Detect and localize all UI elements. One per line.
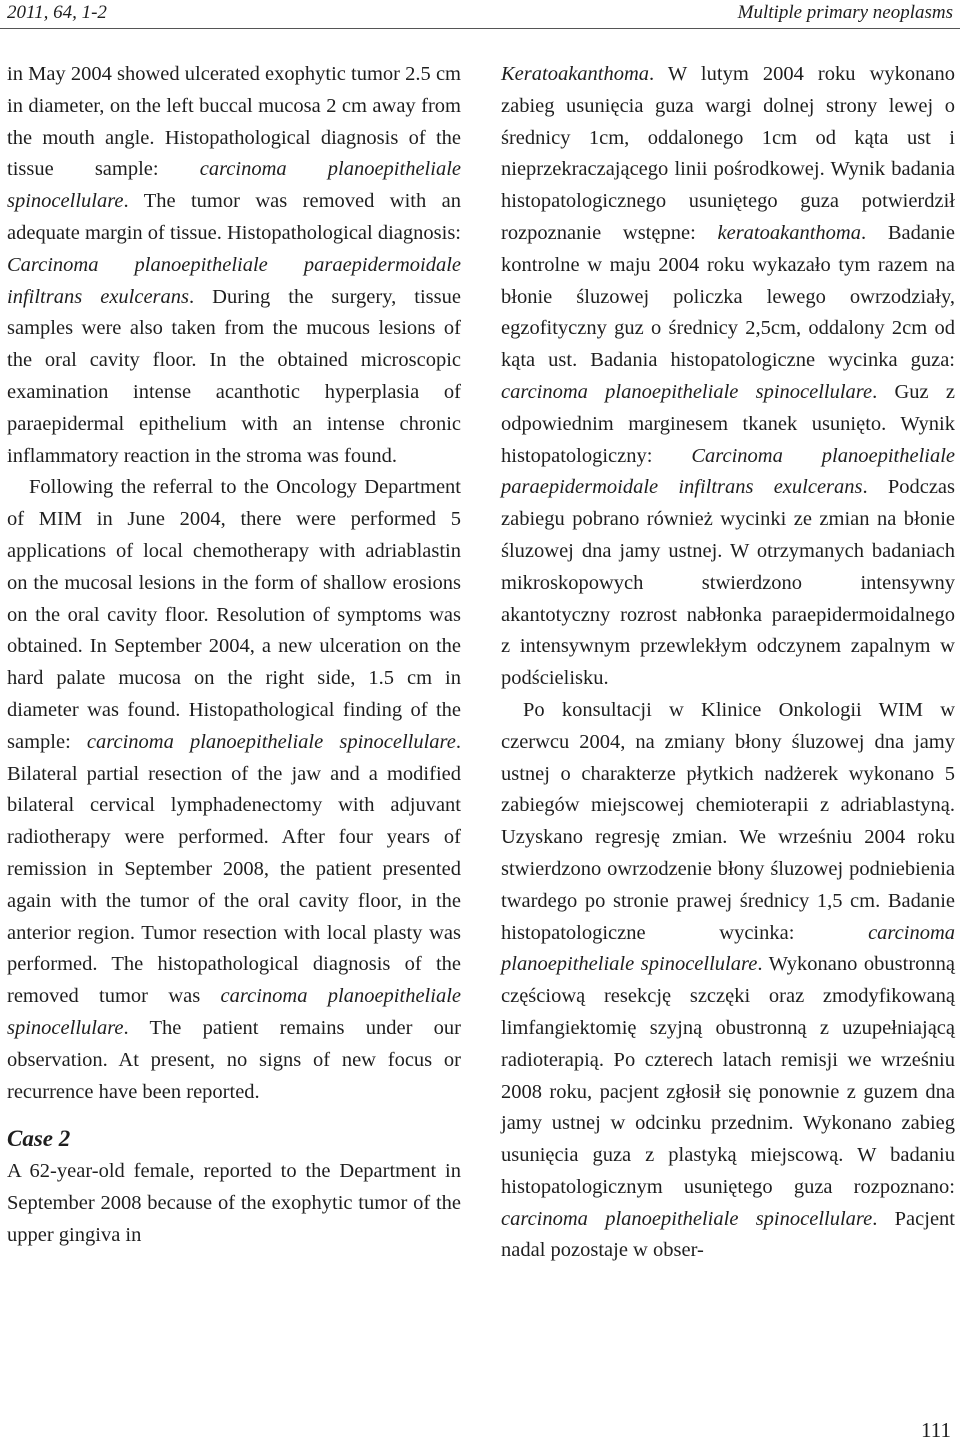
left-column-english: [7, 59, 461, 1252]
text-span: Following the referral to the Oncology Department of MIM in June 2004, there were performed 5 applications of local chemotherapy with adriablastin on the mucosal lesions in the form of shallow erosions on the oral cavity floor. Resolution of symptoms was obtained. In September 2004, a new ulceration on the hard palate mucosa on the right side, 1.5 cm in diameter was found. Histopathological finding of the sample:: [7, 476, 461, 753]
diagnosis-term: carcinoma planoepitheliale spinocellulare: [501, 380, 873, 403]
text-span: . Pacjent nadal pozostaje w obser-: [501, 1207, 955, 1262]
header-rule: [0, 28, 960, 29]
section-heading-case-2: Case 2: [7, 1126, 71, 1152]
right-column-polish: [501, 59, 955, 1267]
journal-volume: 2011, 64, 1-2: [7, 2, 107, 23]
paragraph: [501, 59, 955, 695]
text-span: . Badanie kontrolne w maju 2004 roku wykazało tym razem na błonie śluzowej policzka lewego owrzodziały, egzofityczny guz o średnicy 2,5cm, oddalony 2cm od kąta ust. Badania histopatologiczne wycinka guza:: [501, 221, 955, 372]
text-span: . The patient remains under our observation. At present, no signs of new focus or recurrence have been reported.: [7, 1016, 461, 1103]
diagnosis-term: Keratoakanthoma: [501, 63, 650, 85]
diagnosis-term: carcinoma planoepitheliale spinocellulare: [7, 158, 461, 213]
diagnosis-term: carcinoma planoepitheliale spinocellulare: [501, 921, 955, 976]
running-header: [0, 0, 960, 30]
text-span: in May 2004 showed ulcerated exophytic tumor 2.5 cm in diameter, on the left buccal mucosa 2 cm away from the mouth angle. Histopathological diagnosis of the tissue sample:: [7, 63, 461, 181]
diagnosis-term: carcinoma planoepitheliale spinocellulare: [86, 730, 456, 753]
paragraph: A 62-year-old female, reported to the Department in September 2008 because of the exophytic tumor of the upper gingiva in: [7, 1160, 461, 1246]
text-span: . Bilateral partial resection of the jaw and a modified bilateral cervical lymphadenectomy with adjuvant radiotherapy were performed. After four years of remission in September 2008, the patient presented again with the tumor of the oral cavity floor, in the anterior region. Tumor resection with local plasty was performed. The histopathological diagnosis of the removed tumor was: [7, 730, 461, 1008]
running-title: Multiple primary neoplasms: [737, 2, 953, 23]
text-span: . Podczas zabiegu pobrano również wycinki ze zmian na błonie śluzowej dna jamy ustnej. W otrzymanych badaniach mikroskopowych stwierdzono intensywny akantotyczny rozrost nabłonka paraepidermoidalnego z intensywnym przewlekłym odczynem zapalnym w podścielisku.: [501, 476, 955, 690]
text-span: . Wykonano obustronną częściową resekcję szczęki oraz zmodyfikowaną limfangiektomię szyjną obustronną z uzupełniającą radioterapią. Po czterech latach remisji we wrześniu 2008 roku, pacjent zgłosił się ponownie z guzem dna jamy ustnej w odcinku przednim. Wykonano zabieg usunięcia guza z plastyką miejscową. W badaniu histopatologicznym usuniętego guza rozpoznano:: [501, 953, 955, 1198]
diagnosis-term: Carcinoma planoepitheliale paraepidermoidale infiltrans exulcerans: [7, 253, 461, 308]
diagnosis-term: Carcinoma planoepitheliale paraepidermoidale infiltrans exulcerans: [501, 444, 955, 499]
diagnosis-term: carcinoma planoepitheliale spinocellulare: [7, 985, 461, 1039]
paragraph: [7, 59, 461, 472]
text-span: . During the surgery, tissue samples were also taken from the mucous lesions of the oral cavity floor. In the obtained microscopic examination intense acanthotic hyperplasia of paraepidermal epithelium with an intense chronic inflammatory reaction in the stroma was found.: [7, 285, 461, 467]
diagnosis-term: carcinoma planoepitheliale spinocellulare: [501, 1207, 873, 1230]
paragraph: [501, 695, 955, 1267]
diagnosis-term: keratoakanthoma: [717, 221, 861, 244]
text-span: Po konsultacji w Klinice Onkologii WIM w czerwcu 2004, na zmiany błony śluzowej dna jamy ustnej o charakterze płytkich nadżerek wykonano 5 zabiegów miejscowej chemioterapii z adriablastyną. Uzyskano regresję zmian. We wrześniu 2004 roku stwierdzono owrzodzenie błony śluzowej podniebienia twardego po stronie prawej średnicy 1,5 cm. Badanie histopatologiczne wycinka:: [501, 698, 955, 944]
text-span: . The tumor was removed with an adequate margin of tissue. Histopathological diagnosis:: [7, 190, 461, 244]
text-span: . W lutym 2004 roku wykonano zabieg usunięcia guza wargi dolnej strony lewej o średnicy 1cm, oddalonego 1cm od kąta ust i nieprzekraczającego linii pośrodkowej. Wynik badania histopatologicznego usuniętego guza potwierdził rozpoznanie wstępne:: [501, 63, 955, 244]
page-number: 111: [921, 1418, 951, 1442]
paragraph: [7, 472, 461, 1108]
text-span: . Guz z odpowiednim marginesem tkanek usunięto. Wynik histopatologiczny:: [501, 380, 955, 467]
